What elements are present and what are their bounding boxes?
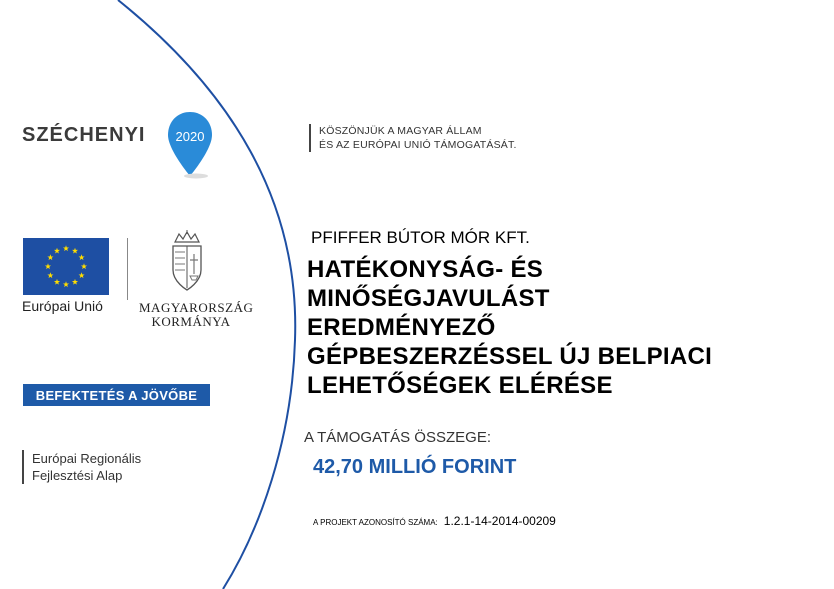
szechenyi-pin-icon [166,110,214,180]
fund-line2: Fejlesztési Alap [32,468,123,483]
company-name: PFIFFER BÚTOR MÓR KFT. [311,228,530,247]
government-line2: KORMÁNYA [151,314,231,329]
project-id-label: A PROJEKT AZONOSÍTÓ SZÁMA: [313,518,438,527]
szechenyi-logo-text: SZÉCHENYI [22,124,146,146]
government-line1: MAGYARORSZÁG [139,300,254,315]
amount-value: 42,70 MILLIÓ FORINT [313,456,517,478]
thanks-note [309,124,517,152]
logo-divider [127,238,128,300]
title-line: EREDMÉNYEZŐ [307,314,496,341]
project-id-value: 1.2.1-14-2014-00209 [443,514,556,528]
thanks-line2: ÉS AZ EURÓPAI UNIÓ TÁMOGATÁSÁT. [319,139,517,151]
amount-label: A TÁMOGATÁS ÖSSZEGE: [304,429,491,446]
title-line: GÉPBESZERZÉSSEL ÚJ BELPIACI [307,343,713,370]
eu-label: Európai Unió [22,298,103,314]
hungarian-crest-icon [165,230,209,294]
project-title [307,255,807,400]
title-line: HATÉKONYSÁG- ÉS [307,256,544,283]
invest-banner: BEFEKTETÉS A JÖVŐBE [23,384,210,406]
title-line: MINŐSÉGJAVULÁST [307,285,550,312]
project-id [313,514,556,528]
thanks-line1: KÖSZÖNJÜK A MAGYAR ÁLLAM [319,125,482,137]
eu-flag-icon [23,238,109,295]
szechenyi-year: 2020 [175,129,205,144]
title-line: LEHETŐSÉGEK ELÉRÉSE [307,372,613,399]
fund-note [22,450,141,484]
fund-line1: Európai Regionális [32,451,142,466]
